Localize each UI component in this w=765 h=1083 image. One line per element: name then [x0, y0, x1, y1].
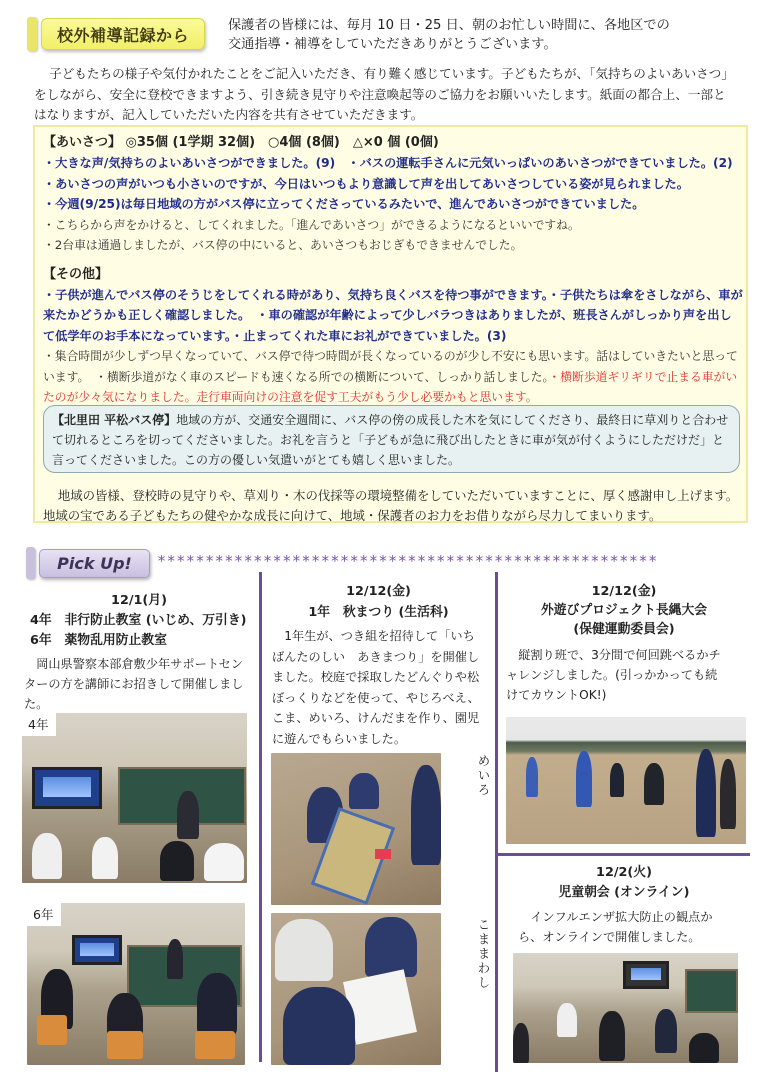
col1-heading: [24, 591, 254, 610]
col2-heading: [262, 582, 495, 622]
col1-date: 12/1(月): [111, 593, 167, 608]
aisatsu-title: 【あいさつ】 ◎35個 (1学期 32個) ○4個 (8個) △×0 個 (0個): [43, 135, 439, 150]
aisatsu-blue-line: ・あいさつの声がいつも小さいのですが、今日はいつもより意識して声を出してあいさつしている姿が見られました。: [43, 176, 689, 191]
col3a-title: 外遊びプロジェクト長縄大会: [540, 603, 708, 618]
col3b-body: インフルエンザ拡大防止の観点から、オンラインで開催しました。: [518, 910, 713, 944]
photo-caption: 4年: [22, 713, 56, 736]
aisatsu-blue-line: ・今週(9/25)は毎日地域の方がバス停に立ってくださっているみたいで、進んであいさつができていました。: [43, 197, 645, 211]
aisatsu-plain-line: ・こちらから声をかけると、してくれました。「進んであいさつ」ができるようになるといいですね。: [43, 217, 580, 232]
section-badge-kogai-hodo: [27, 17, 205, 51]
col2-title: 1年 秋まつり (生活科): [308, 605, 449, 620]
column-divider: [495, 572, 498, 1072]
intro-paragraph: 子どもたちの様子や気付かれたことをご記入いただき、有り難く感じています。子どもたちが、「気持ちのよいあいさつ」をしながら、安全に登校できますよう、引き続き見守りや注意喚起等のご協力をお願いいたします。紙面の都合上、一部とはなりますが、記入していただいた内容を共有させていただきます。: [34, 66, 734, 122]
photo-6nen-class: [27, 903, 245, 1065]
col3a-subtitle: (保健運動委員会): [573, 622, 675, 637]
badge-tab: [26, 547, 35, 579]
col3a-body: 縦割り班で、3分間で何回跳べるかチャレンジしました。(引っかかっても続けてカウントOK!): [506, 648, 721, 702]
intro-line-2: 交通指導・補導をしていただきありがとうございます。: [228, 37, 557, 52]
note-text: 地域の方が、交通安全週間に、バス停の傍の成長した木を気にしてくださり、最終日に草刈りと合わせて切れるところを切ってくださいました。お礼を言うと「子どもが急に飛び出したときに車が気が付くようにしただけだ」と言ってくださいました。この方の優しい気遣いがとても嬉しく思いました。: [52, 413, 729, 467]
photo-meiro: [271, 753, 441, 905]
col2-body: 1年生が、つき組を招待して「いちばんたのしい あきまつり」を開催しました。校庭で採取したどんぐりや松ぼっくりなどを使って、やじろべえ、こま、めいろ、けんだまを作り、園児に遊んでもらいました。: [272, 629, 480, 746]
col1-body: 岡山県警察本部倉敷少年サポートセンターの方を講師にお招きして開催しました。: [24, 657, 244, 711]
badge-label: 校外補導記録から: [41, 18, 205, 50]
other-text: [43, 346, 743, 408]
photo-caption-meiro: めいろ: [476, 754, 491, 798]
column-divider: [259, 572, 262, 1062]
intro-line-1: 保護者の皆様には、毎月 10 日・25 日、朝のお忙しい時間に、各地区での: [228, 18, 670, 33]
note-lead: 【北里田 平松バス停】: [52, 413, 177, 427]
col3b-heading: [498, 863, 750, 902]
col3a-date: 12/12(金): [591, 584, 657, 599]
row-divider: [497, 853, 750, 856]
col3b-date: 12/2(火): [596, 865, 652, 880]
aisatsu-blue-line: ・大きな声/気持ちのよいあいさつができました。(9) ・バスの運転手さんに元気いっぱいのあいさつができていました。(2): [43, 156, 733, 170]
col3a-heading: [498, 582, 750, 639]
record-box: [33, 125, 748, 523]
col1-title-6nen: 6年 薬物乱用防止教室: [30, 633, 167, 648]
photo-nawatobi: [506, 717, 746, 844]
section-badge-pickup: [26, 548, 150, 578]
col3b-title: 児童朝会 (オンライン): [558, 885, 690, 900]
badge-label: Pick Up!: [39, 549, 150, 578]
star-divider: ****************************************************: [157, 552, 658, 570]
badge-tab: [27, 17, 37, 51]
record-content: [43, 133, 743, 408]
other-title: 【その他】: [43, 266, 109, 282]
intro-greeting: [228, 16, 748, 54]
aisatsu-plain-line: ・2台車は通過しましたが、バス停の中にいると、あいさつもおじぎもできませんでした。: [43, 238, 523, 252]
photo-caption: 6年: [27, 903, 61, 926]
thanks-paragraph: 地域の皆様、登校時の見守りや、草刈り・木の伐採等の環境整備をしていただいていますことに、厚く感謝申し上げます。地域の宝である子どもたちの健やかな成長に向けて、地域・保護者のお力をお借りながら尽力してまいります。: [43, 488, 739, 523]
other-blue-text: ・子供が進んでバス停のそうじをしてくれる時があり、気持ち良くバスを待つ事ができます。・子供たちは傘をさしながら、車が来たかどうかも正しく確認しました。 ・車の確認が年齢によって少しバラつきはありましたが、班長さんがしっかり声を出して低学年のお手本になっています。・止まってくれた車にお礼ができていました。(3): [43, 287, 743, 343]
col2-date: 12/12(金): [346, 584, 411, 599]
other-red-text: ・横断歩道ギリギリで止まる車がいたのが少々気になりました。走行車両向けの注意を促す工夫がもう少し必要かもと思います。: [43, 369, 738, 404]
col1-titles: [30, 611, 258, 651]
other-plain-text: ・集合時間が少しずつ早くなっていて、バス停で待つ時間が長くなっているのが少し不安にも思います。話はしていきたいと思っています。 ・横断歩道がなく車のスピードも速くなる所での横断について、しっかり話しました。: [43, 349, 738, 384]
photo-4nen-class: [22, 713, 247, 883]
photo-komamawashi: [271, 913, 441, 1065]
bus-stop-note: [43, 405, 740, 473]
col1-title-4nen: 4年 非行防止教室 (いじめ、万引き): [30, 613, 247, 628]
photo-online-assembly: [513, 953, 738, 1063]
photo-caption-komamawashi: こままわし: [476, 918, 491, 991]
